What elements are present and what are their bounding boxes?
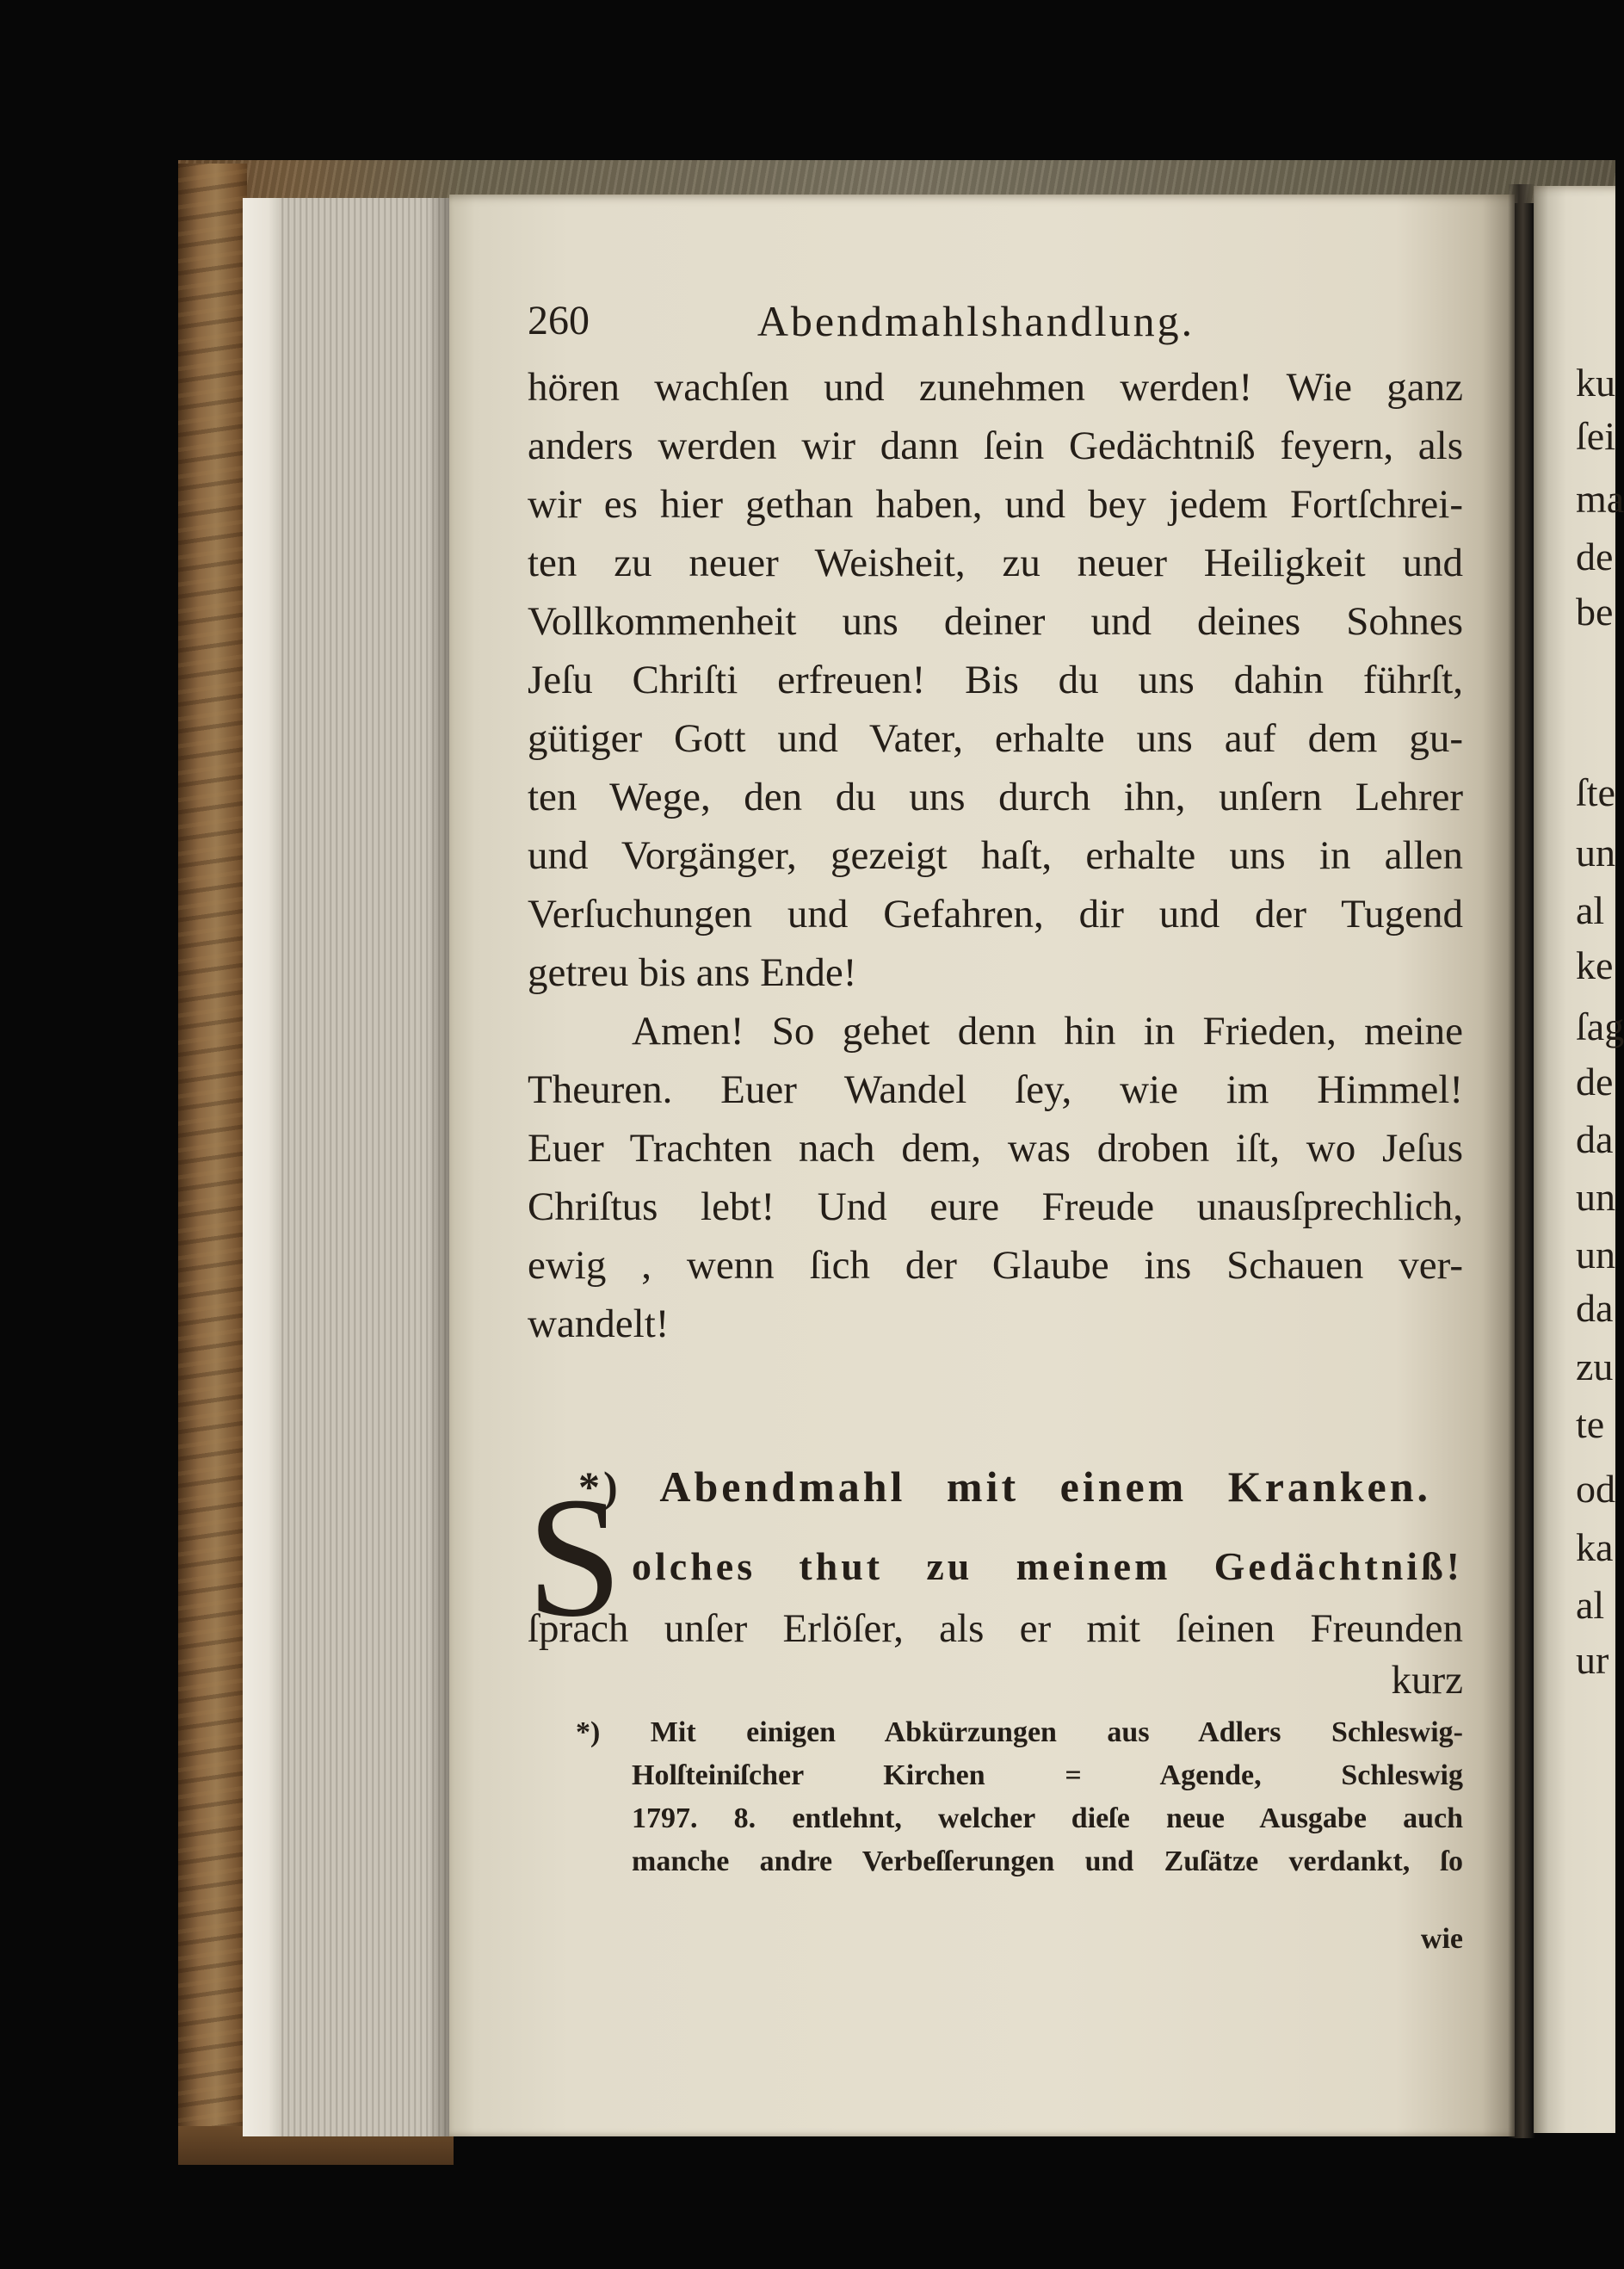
paragraph-1-line: Jeſu Chriſti erfreuen! Bis du uns dahin führſt,: [528, 658, 1463, 702]
paragraph-1-line: Vollkommenheit uns deiner und deines Sohnes: [528, 599, 1463, 644]
paragraph-1-line: ten zu neuer Weisheit, zu neuer Heiligkeit und: [528, 541, 1463, 585]
facing-page: [1534, 186, 1624, 2133]
drop-cap: S: [527, 1462, 623, 1653]
paragraph-1-line: und Vorgänger, gezeigt haſt, erhalte uns in allen: [528, 833, 1463, 878]
footnote-line: *) Mit einigen Abkürzungen aus Adlers Schleswig-: [576, 1716, 1463, 1748]
facing-page-fragment: al: [1576, 1583, 1605, 1627]
facing-page-fragment: ku: [1576, 361, 1615, 405]
paragraph-1-line: ten Wege, den du uns durch ihn, unſern Lehrer: [528, 775, 1463, 819]
page-number: 260: [528, 298, 590, 343]
facing-page-fragment: ur: [1576, 1638, 1609, 1682]
facing-page-fragment: un: [1576, 831, 1615, 875]
facing-page-fragment: al: [1576, 888, 1605, 932]
facing-page-fragment: ſag: [1576, 1005, 1624, 1048]
paragraph-1-line: hören wachſen und zunehmen werden! Wie ganz: [528, 365, 1463, 410]
facing-page-fragment: un: [1576, 1233, 1615, 1277]
facing-page-fragment: ſte: [1576, 770, 1615, 814]
paragraph-2-line: wandelt!: [528, 1301, 670, 1346]
paragraph-1-line: Verſuchungen und Gefahren, dir und der Tugend: [528, 892, 1463, 937]
paragraph-1-line: anders werden wir dann ſein Gedächtniß feyern, als: [528, 424, 1463, 468]
facing-page-fragment: da: [1576, 1286, 1614, 1330]
paragraph-2-line: Chriſtus lebt! Und eure Freude unausſprechlich,: [528, 1184, 1463, 1229]
catchword: kurz: [1391, 1658, 1463, 1703]
footnote-line: Holſteiniſcher Kirchen = Agende, Schleswig: [632, 1759, 1463, 1791]
section-heading: *) Abendmahl mit einem Kranken.: [578, 1462, 1431, 1511]
paragraph-2-line: Euer Trachten nach dem, was droben iſt, wo Jeſus: [528, 1126, 1463, 1171]
facing-page-fragment: od: [1576, 1467, 1615, 1511]
facing-page-fragment: un: [1576, 1175, 1615, 1219]
running-title: Abendmahlshandlung.: [756, 297, 1195, 345]
facing-page-fragment: ſei: [1576, 414, 1615, 458]
section-line: olches thut zu meinem Gedächtniß!: [632, 1544, 1463, 1588]
page-stack-edges: [243, 198, 453, 2136]
facing-page-fragment: zu: [1576, 1345, 1614, 1388]
facing-page-fragment: de: [1576, 1060, 1614, 1104]
footnote-catchword: wie: [1420, 1923, 1463, 1955]
footnote-line: manche andre Verbeſſerungen und Zuſätze verdankt, ſo: [632, 1845, 1463, 1877]
paragraph-1-line: wir es hier gethan haben, und bey jedem Fortſchrei-: [528, 482, 1463, 527]
facing-page-fragment: ma: [1576, 477, 1624, 521]
facing-page-fragment: te: [1576, 1402, 1605, 1446]
footnote-line: 1797. 8. entlehnt, welcher dieſe neue Ausgabe auch: [632, 1802, 1463, 1834]
paragraph-2-line: Theuren. Euer Wandel ſey, wie im Himmel!: [528, 1067, 1463, 1112]
paragraph-2-line: ewig , wenn ſich der Glaube ins Schauen ver-: [528, 1243, 1463, 1288]
facing-page-fragment: be: [1576, 590, 1614, 634]
paragraph-2-line: Amen! So gehet denn hin in Frieden, meine: [632, 1009, 1463, 1054]
paragraph-1-line: gütiger Gott und Vater, erhalte uns auf dem gu-: [528, 716, 1463, 761]
gutter-shadow: [1508, 184, 1535, 2138]
facing-page-fragment: ka: [1576, 1525, 1614, 1569]
facing-page-fragment: ke: [1576, 943, 1614, 987]
section-line: ſprach unſer Erlöſer, als er mit ſeinen Freunden: [528, 1606, 1463, 1651]
paragraph-1-line: getreu bis ans Ende!: [528, 950, 857, 995]
book-cover-side-edge: [178, 164, 247, 2165]
facing-page-fragment: de: [1576, 535, 1614, 578]
facing-page-fragment: da: [1576, 1117, 1614, 1161]
